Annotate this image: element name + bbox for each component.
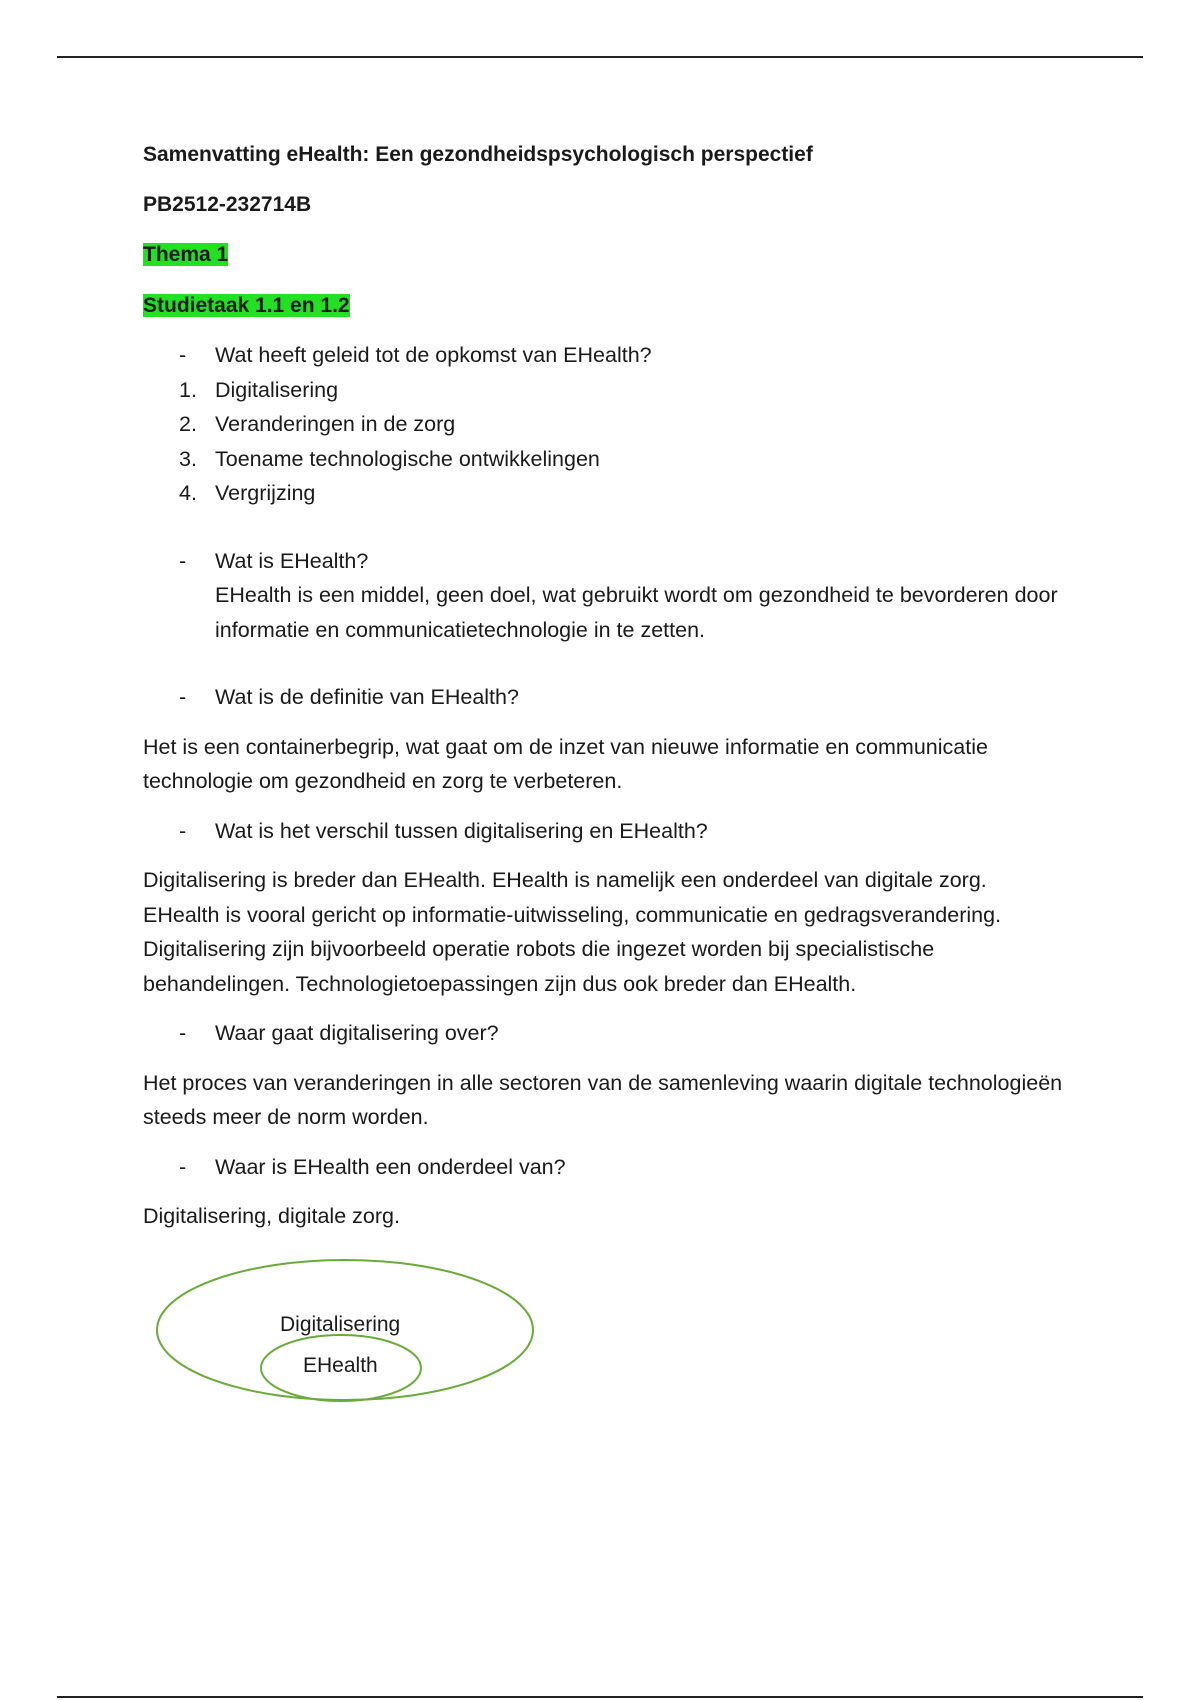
item-number: 4.: [179, 481, 197, 505]
answer-paragraph: Digitalisering is breder dan EHealth. EHealth is namelijk een onderdeel van digitale zorg. EHealth is vooral gericht op informatie-uitwisseling, communicatie en gedragsverandering. Digitalisering zijn bijvoorbeeld operatie robots die ingezet worden bij specialistische behandelingen. Technologietoepassingen zijn dus ook breder dan EHealth.: [143, 868, 1002, 996]
bottom-rule: [57, 1696, 1143, 1698]
question-item: [143, 1016, 1063, 1051]
document-title: Samenvatting eHealth: Een gezondheidspsychologisch perspectief: [143, 143, 813, 166]
item-number: 1.: [179, 377, 197, 402]
dash-bullet: -: [179, 343, 187, 367]
factor-text: Veranderingen in de zorg: [215, 412, 456, 436]
answer-item: [143, 578, 1063, 647]
task-heading-line: [143, 288, 1063, 324]
question-text: Wat is het verschil tussen digitalisering en EHealth?: [215, 818, 708, 843]
numbered-item: [143, 407, 1063, 442]
question-item: [143, 814, 1063, 849]
top-rule: [57, 56, 1143, 58]
item-number: 2.: [179, 412, 197, 436]
question-item: [143, 338, 1063, 373]
dash-bullet: -: [179, 685, 187, 709]
dash-bullet: -: [179, 1021, 187, 1045]
question-text: Waar gaat digitalisering over?: [215, 1021, 499, 1045]
numbered-item: [143, 373, 1063, 408]
theme-heading: Thema 1: [143, 243, 229, 266]
factor-text: Digitalisering: [215, 377, 339, 402]
factor-text: Vergrijzing: [215, 481, 316, 505]
dash-bullet: -: [179, 818, 187, 843]
answer-paragraph: Het proces van veranderingen in alle sectoren van de samenleving waarin digitale technologieën steeds meer de norm worden.: [143, 1070, 1063, 1129]
outer-ellipse-label: Digitalisering: [280, 1313, 401, 1336]
numbered-item: [143, 476, 1063, 511]
question-text: Wat is EHealth?: [215, 548, 369, 573]
question-text: Waar is EHealth een onderdeel van?: [215, 1154, 566, 1179]
theme-heading-line: [143, 237, 1063, 273]
item-number: 3.: [179, 446, 197, 471]
answer-paragraph: Het is een containerbegrip, wat gaat om de inzet van nieuwe informatie en communicatie technologie om gezondheid en zorg te verbeteren.: [143, 734, 988, 793]
course-code: PB2512-232714B: [143, 192, 312, 216]
question-text: Wat is de definitie van EHealth?: [215, 685, 519, 709]
answer-paragraph: Digitalisering, digitale zorg.: [143, 1204, 400, 1228]
factor-text: Toename technologische ontwikkelingen: [215, 446, 600, 471]
dash-bullet: -: [179, 1154, 187, 1179]
task-heading: Studietaak 1.1 en 1.2: [143, 293, 350, 317]
inner-ellipse-label: EHealth: [303, 1354, 378, 1377]
dash-bullet: -: [179, 548, 187, 573]
question-item: [143, 680, 1063, 715]
question-item: [143, 1150, 1063, 1185]
document-body: [143, 138, 1063, 1234]
question-text: Wat heeft geleid tot de opkomst van EHealth?: [215, 343, 652, 367]
numbered-item: [143, 442, 1063, 477]
venn-diagram: [150, 1250, 550, 1410]
answer-text: EHealth is een middel, geen doel, wat gebruikt wordt om gezondheid te bevorderen door informatie en communicatietechnologie in te zetten.: [215, 583, 1058, 642]
question-item: [143, 544, 1063, 579]
